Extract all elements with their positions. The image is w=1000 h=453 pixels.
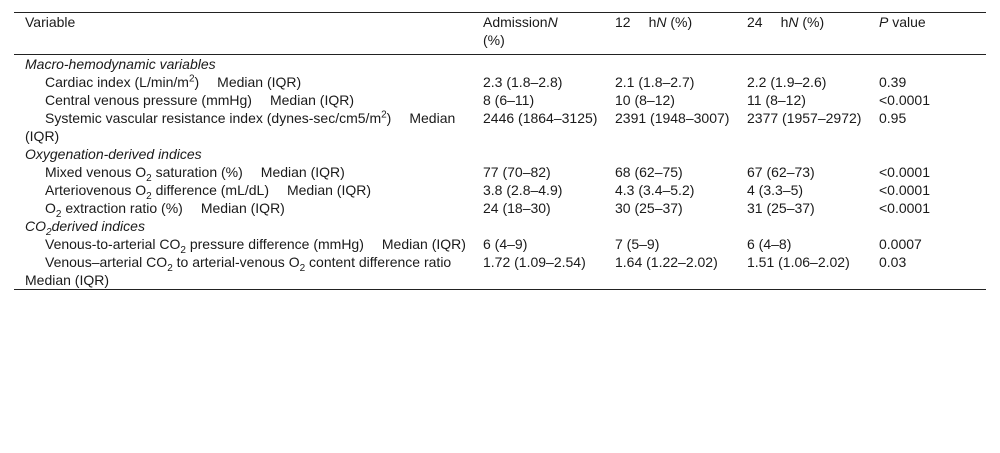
row-label-text: Cardiac index (L/min/m [45,74,189,90]
row-label-text-end: content difference ratio [305,254,452,270]
header-24h-pct: (%) [798,14,825,30]
cell-p-value: 0.95 [879,110,907,126]
row-label-text-mid: to arterial-venous O [172,254,300,270]
row-stat-type: Median (IQR) [381,236,466,252]
row-label-text: Central venous pressure (mmHg) [45,92,252,108]
header-12h-num: 12 [615,14,631,30]
cell-24h: 67 (62–73) [747,164,815,180]
cell-admission: 8 (6–11) [483,92,535,108]
row-label-text-end: ) [194,74,200,90]
table-row [14,253,986,290]
row-label-text: Venous-to-arterial CO [45,236,181,252]
section-co2-prefix: CO [25,218,46,234]
row-label-text-end: pressure difference (mmHg) [185,236,364,252]
cell-24h: 11 (8–12) [747,92,806,108]
row-label-sub-2: 2 [299,262,306,274]
cell-p-value: <0.0001 [879,92,930,108]
row-label [14,163,483,184]
cell-admission: 1.72 (1.09–2.54) [483,254,586,270]
row-label-text-end: extraction ratio (%) [61,200,183,216]
results-table [14,12,986,290]
cell-12h: 10 (8–12) [615,92,675,108]
row-stat-type: Median (IQR) [25,110,456,144]
row-label-sub: 2 [146,172,152,184]
cell-12h: 7 (5–9) [615,236,660,252]
table-row [14,91,986,109]
header-admission-pct: (%) [483,32,505,48]
header-admission-n: N [547,14,558,30]
row-label-sub: 2 [180,244,186,256]
row-label [14,109,483,145]
cell-12h: 4.3 (3.4–5.2) [615,182,695,198]
row-label [14,253,483,290]
table-row [14,235,986,253]
row-label [14,235,483,256]
header-p-italic: P [879,14,889,30]
header-12h [615,13,747,55]
cell-12h: 30 (25–37) [615,200,683,216]
header-24h-unit: h [780,14,789,30]
header-admission-text: Admission [483,14,548,30]
header-variable-text: Variable [25,14,76,30]
section-co2-label [14,217,986,238]
cell-admission: 77 (70–82) [483,164,551,180]
header-12h-unit: h [648,14,657,30]
cell-admission: 2446 (1864–3125) [483,110,598,126]
section-co2-sub: 2 [46,226,52,238]
section-macro-label: Macro-hemodynamic variables [25,56,216,72]
row-stat-type: Median (IQR) [269,92,354,108]
cell-p-value: <0.0001 [879,182,930,198]
table-row [14,163,986,181]
row-label-sup: 2 [381,109,387,121]
header-24h-n: N [788,14,799,30]
row-label-text-end: ) [386,110,392,126]
row-label-sub: 2 [55,208,62,220]
header-p-rest: value [888,14,926,30]
cell-admission: 3.8 (2.8–4.9) [483,182,563,198]
header-12h-pct: (%) [666,14,693,30]
section-row-co2 [14,217,986,235]
table-row [14,199,986,217]
cell-p-value: <0.0001 [879,164,930,180]
row-stat-type: Median (IQR) [286,182,372,198]
header-admission [483,13,615,55]
cell-24h: 6 (4–8) [747,236,792,252]
row-label [14,91,483,109]
section-oxygenation-label: Oxygenation-derived indices [25,146,202,162]
row-label [14,181,483,202]
cell-p-value: 0.39 [879,74,907,90]
row-label-sub: 2 [167,262,173,274]
row-stat-type: Median (IQR) [25,272,110,288]
table-row [14,109,986,145]
section-row-oxygenation [14,145,986,163]
row-label [14,199,483,220]
cell-12h: 2.1 (1.8–2.7) [615,74,695,90]
header-12h-n: N [656,14,667,30]
cell-24h: 2.2 (1.9–2.6) [747,74,827,90]
header-24h-num: 24 [747,14,763,30]
cell-admission: 2.3 (1.8–2.8) [483,74,563,90]
row-label-text: Arteriovenous O [45,182,147,198]
cell-12h: 1.64 (1.22–2.02) [615,254,718,270]
row-label-text: Venous–arterial CO [45,254,168,270]
row-label [14,73,483,91]
cell-24h: 1.51 (1.06–2.02) [747,254,850,270]
row-label-text: O [45,200,56,216]
table-row [14,73,986,91]
row-label-sup: 2 [188,73,195,85]
row-label-text: Mixed venous O [45,164,147,180]
header-24h [747,13,879,55]
row-stat-type: Median (IQR) [217,74,302,90]
cell-12h: 68 (62–75) [615,164,683,180]
row-label-text: Systemic vascular resistance index (dynes-sec/cm5/m [45,110,382,126]
cell-p-value: <0.0001 [879,200,930,216]
header-p-value [879,13,986,55]
cell-admission: 6 (4–9) [483,236,528,252]
section-row-macro [14,55,986,74]
table-header-row [14,13,986,55]
cell-24h: 2377 (1957–2972) [747,110,862,126]
cell-p-value: 0.03 [879,254,907,270]
section-co2-suffix: derived indices [51,218,145,234]
cell-admission: 24 (18–30) [483,200,551,216]
cell-p-value: 0.0007 [879,236,922,252]
row-stat-type: Median (IQR) [200,200,285,216]
row-label-text-end: difference (mL/dL) [151,182,269,198]
row-label-text-end: saturation (%) [151,164,243,180]
header-variable [14,13,483,55]
table-row [14,181,986,199]
row-stat-type: Median (IQR) [260,164,345,180]
row-label-sub: 2 [146,190,152,202]
cell-24h: 4 (3.3–5) [747,182,804,198]
cell-12h: 2391 (1948–3007) [615,110,730,126]
cell-24h: 31 (25–37) [747,200,815,216]
